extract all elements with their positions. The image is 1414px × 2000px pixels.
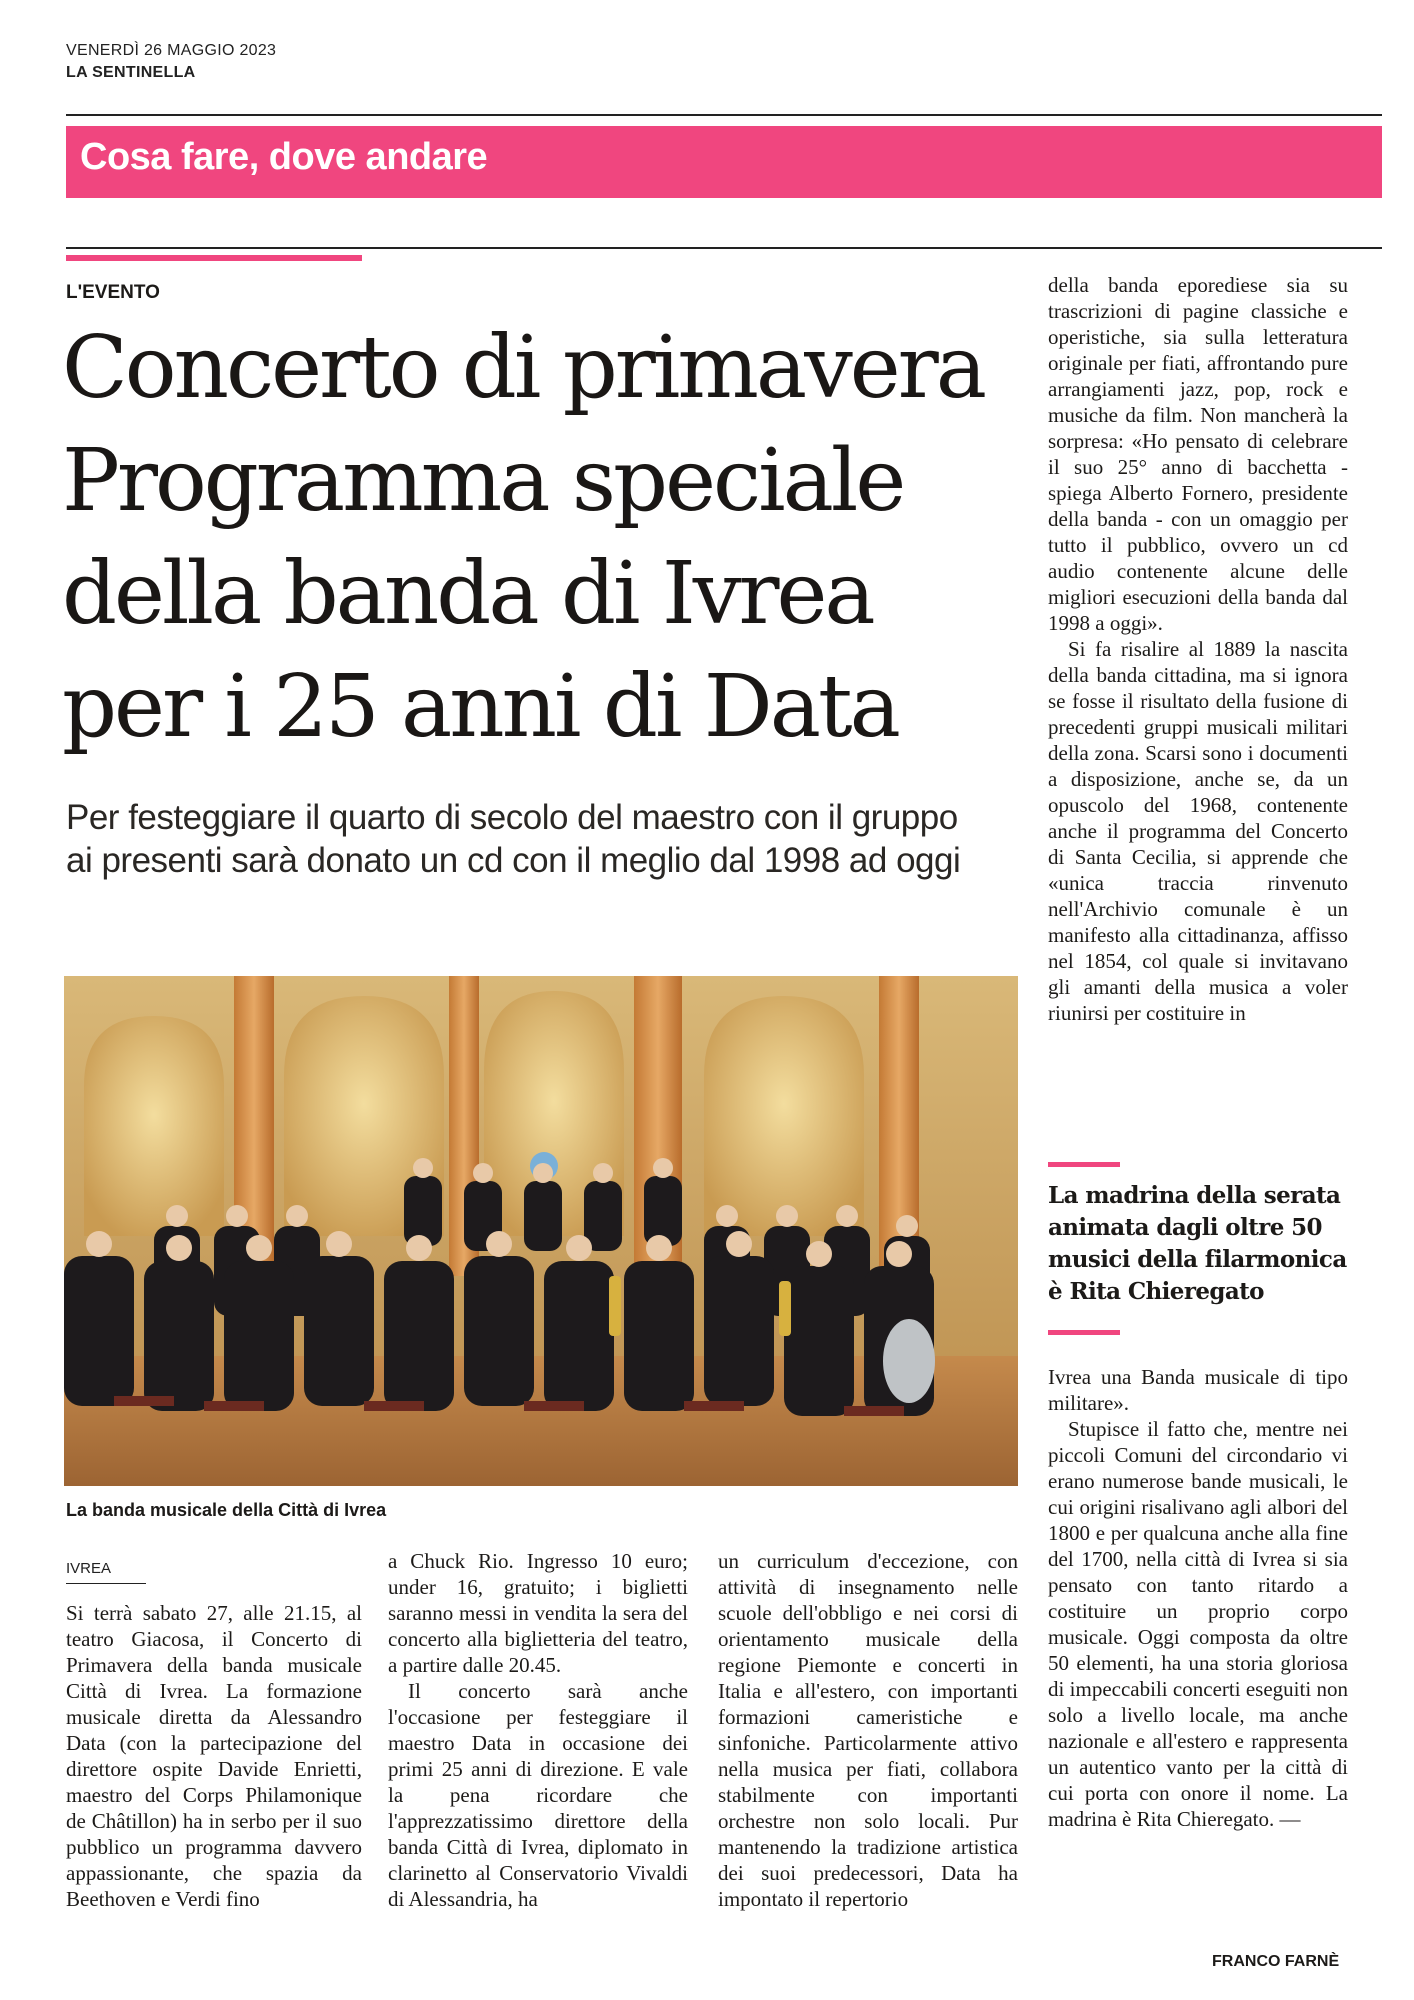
body-paragraph: Ivrea una Banda musicale di tipo militare». [1048, 1365, 1348, 1415]
body-paragraph: Si terrà sabato 27, alle 21.15, al teatro Giacosa, il Concerto di Primavera della banda musicale Città di Ivrea. La formazione musicale diretta da Alessandro Data (con la partecipazione del direttore ospite Davide Enrietti, maestro del Corps Philamonique de Châtillon) ha in serbo per il suo pubblico un programma davvero appassionante, che spazia da Beethoven e Verdi fino [66, 1601, 362, 1911]
body-paragraph: della banda eporediese sia su trascrizioni di pagine classiche e operistiche, sia sulla letteratura originale per fiati, affrontando pure arrangiamenti jazz, pop, rock e musiche da film. Non mancherà la sorpresa: «Ho pensato di celebrare il suo 25° anno di bacchetta - spiega Alberto Fornero, presidente della banda - con un omaggio per tutto il pubblico, ovvero un cd audio contenente alcune delle migliori esecuzioni della banda dal 1998 a oggi». [1048, 273, 1348, 635]
dateline-divider [66, 1583, 146, 1584]
top-divider [66, 114, 1382, 116]
headline-line: per i 25 anni di Data [62, 657, 898, 757]
article-divider [66, 247, 1382, 249]
body-paragraph: un curriculum d'eccezione, con attività di insegnamento nelle scuole dell'obbligo e nei corsi di orientamento musicale della regione Piemonte e concerti in Italia e all'estero, con importanti formazioni cameristiche e sinfoniche. Particolarmente attivo nella musica per fiati, collabora stabilmente con importanti orchestre non solo locali. Pur mantenendo la tradizione artistica dei suoi predecessori, Data ha impontato il repertorio [718, 1549, 1018, 1911]
article-column-3 [718, 1548, 1018, 1912]
article-column-4-top [1048, 272, 1348, 1026]
body-paragraph: a Chuck Rio. Ingresso 10 euro; under 16, gratuito; i biglietti saranno messi in vendita la sera del concerto alla biglietteria del teatro, a partire dalle 20.45. [388, 1549, 688, 1677]
section-banner-title: Cosa fare, dove andare [80, 136, 488, 178]
kicker-accent [66, 255, 362, 261]
body-paragraph: Il concerto sarà anche l'occasione per festeggiare il maestro Data in occasione dei primi 25 anni di direzione. E vale la pena ricordare che l'apprezzatissimo direttore della banda Città di Ivrea, diplomato in clarinetto al Conservatorio Vivaldi di Alessandria, ha [388, 1679, 688, 1911]
article-author: FRANCO FARNÈ [1212, 1953, 1340, 1970]
article-column-4-bottom [1048, 1364, 1348, 1832]
headline-line: della banda di Ivrea [62, 544, 873, 644]
article-kicker: L'EVENTO [66, 282, 160, 303]
article-column-2 [388, 1548, 688, 1912]
article-subhead [66, 796, 1036, 882]
issue-date: VENERDÌ 26 MAGGIO 2023 [66, 42, 277, 59]
band-photo [64, 976, 1018, 1486]
article-headline [62, 312, 1022, 764]
body-paragraph: Stupisce il fatto che, mentre nei piccoli Comuni del circondario vi erano numerose bande musicali, le cui origini risalivano agli albori del 1800 e per qualcuna anche alla fine del 1700, nella città di Ivrea si sia pensato con tanto ritardo a costituire un proprio corpo musicale. Oggi composta da oltre 50 elementi, ha una storia gloriosa di impeccabili concerti eseguiti non solo a livello locale, ma anche nazionale e all'estero e rappresenta un autentico vanto per la città di cui porta con onore il nome. La madrina è Rita Chieregato. — [1048, 1417, 1348, 1831]
pull-quote-rule-bottom [1048, 1330, 1120, 1335]
headline-line: Programma speciale [62, 431, 904, 531]
section-banner [66, 126, 1382, 198]
masthead [66, 40, 276, 84]
article-dateline: IVREA [66, 1560, 112, 1577]
newspaper-name: LA SENTINELLA [66, 64, 196, 81]
body-paragraph: Si fa risalire al 1889 la nascita della banda cittadina, ma si ignora se fosse il risultato della fusione di precedenti gruppi musicali militari della zona. Scarsi sono i documenti a disposizione, anche se, da un opuscolo del 1968, contenente anche il programma del Concerto di Santa Cecilia, si apprende che «unica traccia rinvenuto nell'Archivio comunale è un manifesto alla cittadinanza, affisso nel 1854, col quale si invitavano gli amanti della musica a voler riunirsi per costituire in [1048, 637, 1348, 1025]
subhead-line: ai presenti sarà donato un cd con il meglio dal 1998 ad oggi [66, 841, 961, 880]
article-column-1 [66, 1600, 362, 1912]
photo-caption: La banda musicale della Città di Ivrea [66, 1500, 387, 1520]
subhead-line: Per festeggiare il quarto di secolo del maestro con il gruppo [66, 798, 958, 837]
pull-quote: La madrina della serata animata dagli oltre 50 musici della filarmonica è Rita Chieregato [1048, 1182, 1347, 1305]
headline-line: Concerto di primavera [62, 318, 985, 418]
pull-quote-rule-top [1048, 1162, 1120, 1167]
